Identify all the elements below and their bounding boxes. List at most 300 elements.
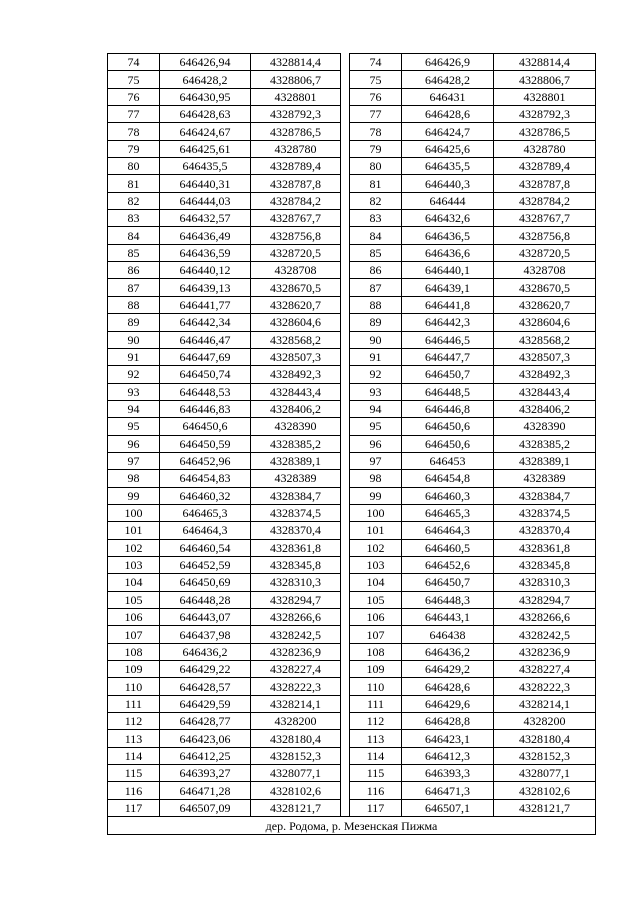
- right-point-number: 102: [350, 539, 402, 556]
- right-point-number: 75: [350, 71, 402, 88]
- column-separator: [341, 626, 350, 643]
- right-x-coordinate: 646393,3: [402, 765, 494, 782]
- left-x-coordinate: 646450,74: [160, 366, 251, 383]
- left-y-coordinate: 4328789,4: [251, 158, 341, 175]
- column-separator: [341, 609, 350, 626]
- column-separator: [341, 71, 350, 88]
- left-point-number: 85: [108, 244, 160, 261]
- left-y-coordinate: 4328370,4: [251, 522, 341, 539]
- left-y-coordinate: 4328389: [251, 470, 341, 487]
- table-row: [108, 418, 596, 435]
- right-y-coordinate: 4328406,2: [494, 400, 596, 417]
- left-y-coordinate: 4328361,8: [251, 539, 341, 556]
- right-x-coordinate: 646436,2: [402, 643, 494, 660]
- left-point-number: 95: [108, 418, 160, 435]
- left-y-coordinate: 4328814,4: [251, 54, 341, 71]
- left-x-coordinate: 646428,2: [160, 71, 251, 88]
- left-point-number: 83: [108, 210, 160, 227]
- right-y-coordinate: 4328152,3: [494, 747, 596, 764]
- column-separator: [341, 123, 350, 140]
- left-point-number: 110: [108, 678, 160, 695]
- table-row: [108, 192, 596, 209]
- right-y-coordinate: 4328389: [494, 470, 596, 487]
- table-row: [108, 383, 596, 400]
- table-row: [108, 400, 596, 417]
- left-point-number: 103: [108, 556, 160, 573]
- footer-row: [108, 817, 596, 835]
- right-x-coordinate: 646446,8: [402, 400, 494, 417]
- right-y-coordinate: 4328236,9: [494, 643, 596, 660]
- column-separator: [341, 435, 350, 452]
- right-x-coordinate: 646440,1: [402, 262, 494, 279]
- column-separator: [341, 504, 350, 521]
- table-row: [108, 227, 596, 244]
- left-x-coordinate: 646507,09: [160, 799, 251, 816]
- right-y-coordinate: 4328786,5: [494, 123, 596, 140]
- left-point-number: 106: [108, 609, 160, 626]
- column-separator: [341, 88, 350, 105]
- column-separator: [341, 799, 350, 816]
- left-y-coordinate: 4328102,6: [251, 782, 341, 799]
- column-separator: [341, 227, 350, 244]
- right-y-coordinate: 4328789,4: [494, 158, 596, 175]
- right-x-coordinate: 646423,1: [402, 730, 494, 747]
- column-separator: [341, 747, 350, 764]
- right-point-number: 79: [350, 140, 402, 157]
- left-y-coordinate: 4328604,6: [251, 314, 341, 331]
- right-point-number: 94: [350, 400, 402, 417]
- right-point-number: 91: [350, 348, 402, 365]
- right-point-number: 74: [350, 54, 402, 71]
- column-separator: [341, 400, 350, 417]
- left-point-number: 114: [108, 747, 160, 764]
- left-x-coordinate: 646460,32: [160, 487, 251, 504]
- left-x-coordinate: 646429,22: [160, 661, 251, 678]
- left-x-coordinate: 646428,57: [160, 678, 251, 695]
- table-row: [108, 175, 596, 192]
- left-x-coordinate: 646432,57: [160, 210, 251, 227]
- left-y-coordinate: 4328121,7: [251, 799, 341, 816]
- right-point-number: 96: [350, 435, 402, 452]
- column-separator: [341, 192, 350, 209]
- left-x-coordinate: 646423,06: [160, 730, 251, 747]
- right-x-coordinate: 646426,9: [402, 54, 494, 71]
- left-point-number: 74: [108, 54, 160, 71]
- right-x-coordinate: 646447,7: [402, 348, 494, 365]
- right-y-coordinate: 4328492,3: [494, 366, 596, 383]
- right-y-coordinate: 4328242,5: [494, 626, 596, 643]
- table-row: [108, 140, 596, 157]
- right-y-coordinate: 4328310,3: [494, 574, 596, 591]
- left-point-number: 82: [108, 192, 160, 209]
- right-y-coordinate: 4328266,6: [494, 609, 596, 626]
- column-separator: [341, 54, 350, 71]
- left-y-coordinate: 4328266,6: [251, 609, 341, 626]
- right-y-coordinate: 4328767,7: [494, 210, 596, 227]
- left-point-number: 116: [108, 782, 160, 799]
- table-row: [108, 678, 596, 695]
- table-row: [108, 314, 596, 331]
- right-y-coordinate: 4328814,4: [494, 54, 596, 71]
- left-x-coordinate: 646452,59: [160, 556, 251, 573]
- left-x-coordinate: 646460,54: [160, 539, 251, 556]
- right-y-coordinate: 4328385,2: [494, 435, 596, 452]
- left-x-coordinate: 646452,96: [160, 452, 251, 469]
- table-row: [108, 695, 596, 712]
- right-point-number: 104: [350, 574, 402, 591]
- right-point-number: 112: [350, 713, 402, 730]
- left-point-number: 99: [108, 487, 160, 504]
- left-x-coordinate: 646435,5: [160, 158, 251, 175]
- right-point-number: 86: [350, 262, 402, 279]
- left-y-coordinate: 4328507,3: [251, 348, 341, 365]
- left-y-coordinate: 4328310,3: [251, 574, 341, 591]
- right-x-coordinate: 646439,1: [402, 279, 494, 296]
- column-separator: [341, 522, 350, 539]
- table-row: [108, 504, 596, 521]
- left-point-number: 79: [108, 140, 160, 157]
- right-x-coordinate: 646429,6: [402, 695, 494, 712]
- table-row: [108, 574, 596, 591]
- left-x-coordinate: 646454,83: [160, 470, 251, 487]
- column-separator: [341, 366, 350, 383]
- right-point-number: 109: [350, 661, 402, 678]
- left-x-coordinate: 646440,31: [160, 175, 251, 192]
- left-point-number: 108: [108, 643, 160, 660]
- right-y-coordinate: 4328620,7: [494, 296, 596, 313]
- right-point-number: 105: [350, 591, 402, 608]
- table-row: [108, 591, 596, 608]
- right-x-coordinate: 646442,3: [402, 314, 494, 331]
- right-point-number: 78: [350, 123, 402, 140]
- left-y-coordinate: 4328806,7: [251, 71, 341, 88]
- right-y-coordinate: 4328180,4: [494, 730, 596, 747]
- left-point-number: 109: [108, 661, 160, 678]
- column-separator: [341, 487, 350, 504]
- table-row: [108, 782, 596, 799]
- right-x-coordinate: 646452,6: [402, 556, 494, 573]
- left-point-number: 81: [108, 175, 160, 192]
- right-point-number: 89: [350, 314, 402, 331]
- column-separator: [341, 643, 350, 660]
- left-x-coordinate: 646424,67: [160, 123, 251, 140]
- right-x-coordinate: 646454,8: [402, 470, 494, 487]
- table-row: [108, 765, 596, 782]
- right-x-coordinate: 646450,7: [402, 574, 494, 591]
- right-y-coordinate: 4328801: [494, 88, 596, 105]
- left-y-coordinate: 4328720,5: [251, 244, 341, 261]
- right-point-number: 83: [350, 210, 402, 227]
- left-y-coordinate: 4328374,5: [251, 504, 341, 521]
- coordinates-table-body: [108, 54, 596, 817]
- left-x-coordinate: 646450,69: [160, 574, 251, 591]
- column-separator: [341, 175, 350, 192]
- right-y-coordinate: 4328756,8: [494, 227, 596, 244]
- column-separator: [341, 591, 350, 608]
- table-row: [108, 713, 596, 730]
- left-y-coordinate: 4328786,5: [251, 123, 341, 140]
- right-x-coordinate: 646448,3: [402, 591, 494, 608]
- left-x-coordinate: 646471,28: [160, 782, 251, 799]
- table-row: [108, 435, 596, 452]
- left-x-coordinate: 646446,47: [160, 331, 251, 348]
- column-separator: [341, 348, 350, 365]
- left-x-coordinate: 646443,07: [160, 609, 251, 626]
- right-y-coordinate: 4328784,2: [494, 192, 596, 209]
- right-point-number: 110: [350, 678, 402, 695]
- right-x-coordinate: 646450,6: [402, 435, 494, 452]
- left-point-number: 117: [108, 799, 160, 816]
- left-y-coordinate: 4328620,7: [251, 296, 341, 313]
- left-point-number: 96: [108, 435, 160, 452]
- column-separator: [341, 262, 350, 279]
- right-y-coordinate: 4328568,2: [494, 331, 596, 348]
- column-separator: [341, 452, 350, 469]
- left-point-number: 112: [108, 713, 160, 730]
- table-row: [108, 71, 596, 88]
- right-point-number: 116: [350, 782, 402, 799]
- column-separator: [341, 418, 350, 435]
- right-x-coordinate: 646440,3: [402, 175, 494, 192]
- left-point-number: 89: [108, 314, 160, 331]
- right-point-number: 82: [350, 192, 402, 209]
- right-point-number: 80: [350, 158, 402, 175]
- left-y-coordinate: 4328801: [251, 88, 341, 105]
- right-x-coordinate: 646471,3: [402, 782, 494, 799]
- right-point-number: 103: [350, 556, 402, 573]
- left-point-number: 94: [108, 400, 160, 417]
- right-x-coordinate: 646412,3: [402, 747, 494, 764]
- right-x-coordinate: 646450,7: [402, 366, 494, 383]
- location-caption: дер. Родома, р. Мезенская Пижма: [108, 817, 596, 835]
- right-x-coordinate: 646443,1: [402, 609, 494, 626]
- left-point-number: 84: [108, 227, 160, 244]
- table-row: [108, 539, 596, 556]
- left-point-number: 78: [108, 123, 160, 140]
- right-point-number: 93: [350, 383, 402, 400]
- column-separator: [341, 539, 350, 556]
- table-row: [108, 262, 596, 279]
- column-separator: [341, 314, 350, 331]
- right-x-coordinate: 646424,7: [402, 123, 494, 140]
- right-y-coordinate: 4328121,7: [494, 799, 596, 816]
- left-x-coordinate: 646436,2: [160, 643, 251, 660]
- column-separator: [341, 279, 350, 296]
- left-y-coordinate: 4328787,8: [251, 175, 341, 192]
- left-x-coordinate: 646450,6: [160, 418, 251, 435]
- right-y-coordinate: 4328294,7: [494, 591, 596, 608]
- left-y-coordinate: 4328756,8: [251, 227, 341, 244]
- right-x-coordinate: 646450,6: [402, 418, 494, 435]
- column-separator: [341, 782, 350, 799]
- table-row: [108, 106, 596, 123]
- right-x-coordinate: 646453: [402, 452, 494, 469]
- left-x-coordinate: 646437,98: [160, 626, 251, 643]
- right-x-coordinate: 646460,5: [402, 539, 494, 556]
- right-y-coordinate: 4328806,7: [494, 71, 596, 88]
- left-x-coordinate: 646447,69: [160, 348, 251, 365]
- right-point-number: 100: [350, 504, 402, 521]
- left-x-coordinate: 646442,34: [160, 314, 251, 331]
- left-x-coordinate: 646465,3: [160, 504, 251, 521]
- column-separator: [341, 470, 350, 487]
- left-y-coordinate: 4328077,1: [251, 765, 341, 782]
- left-y-coordinate: 4328214,1: [251, 695, 341, 712]
- left-x-coordinate: 646436,49: [160, 227, 251, 244]
- right-point-number: 107: [350, 626, 402, 643]
- left-x-coordinate: 646425,61: [160, 140, 251, 157]
- left-y-coordinate: 4328200: [251, 713, 341, 730]
- right-y-coordinate: 4328214,1: [494, 695, 596, 712]
- table-row: [108, 348, 596, 365]
- table-row: [108, 661, 596, 678]
- left-x-coordinate: 646444,03: [160, 192, 251, 209]
- table-row: [108, 158, 596, 175]
- left-x-coordinate: 646428,63: [160, 106, 251, 123]
- right-point-number: 101: [350, 522, 402, 539]
- left-point-number: 76: [108, 88, 160, 105]
- left-x-coordinate: 646439,13: [160, 279, 251, 296]
- left-point-number: 77: [108, 106, 160, 123]
- left-x-coordinate: 646426,94: [160, 54, 251, 71]
- left-point-number: 98: [108, 470, 160, 487]
- right-x-coordinate: 646428,6: [402, 678, 494, 695]
- right-point-number: 111: [350, 695, 402, 712]
- left-point-number: 111: [108, 695, 160, 712]
- right-y-coordinate: 4328780: [494, 140, 596, 157]
- column-separator: [341, 158, 350, 175]
- left-y-coordinate: 4328389,1: [251, 452, 341, 469]
- right-point-number: 90: [350, 331, 402, 348]
- table-row: [108, 487, 596, 504]
- table-row: [108, 730, 596, 747]
- left-point-number: 88: [108, 296, 160, 313]
- left-x-coordinate: 646429,59: [160, 695, 251, 712]
- right-y-coordinate: 4328670,5: [494, 279, 596, 296]
- left-y-coordinate: 4328767,7: [251, 210, 341, 227]
- right-y-coordinate: 4328227,4: [494, 661, 596, 678]
- right-x-coordinate: 646448,5: [402, 383, 494, 400]
- left-y-coordinate: 4328390: [251, 418, 341, 435]
- left-x-coordinate: 646430,95: [160, 88, 251, 105]
- left-point-number: 113: [108, 730, 160, 747]
- right-x-coordinate: 646428,8: [402, 713, 494, 730]
- right-point-number: 98: [350, 470, 402, 487]
- right-point-number: 81: [350, 175, 402, 192]
- left-point-number: 100: [108, 504, 160, 521]
- right-y-coordinate: 4328370,4: [494, 522, 596, 539]
- table-row: [108, 799, 596, 816]
- right-x-coordinate: 646425,6: [402, 140, 494, 157]
- right-y-coordinate: 4328384,7: [494, 487, 596, 504]
- left-x-coordinate: 646448,53: [160, 383, 251, 400]
- left-x-coordinate: 646448,28: [160, 591, 251, 608]
- left-point-number: 97: [108, 452, 160, 469]
- right-point-number: 97: [350, 452, 402, 469]
- right-y-coordinate: 4328102,6: [494, 782, 596, 799]
- right-point-number: 99: [350, 487, 402, 504]
- left-x-coordinate: 646436,59: [160, 244, 251, 261]
- table-row: [108, 366, 596, 383]
- right-point-number: 77: [350, 106, 402, 123]
- column-separator: [341, 574, 350, 591]
- left-point-number: 75: [108, 71, 160, 88]
- left-y-coordinate: 4328294,7: [251, 591, 341, 608]
- right-y-coordinate: 4328604,6: [494, 314, 596, 331]
- right-y-coordinate: 4328708: [494, 262, 596, 279]
- left-y-coordinate: 4328384,7: [251, 487, 341, 504]
- right-point-number: 92: [350, 366, 402, 383]
- left-y-coordinate: 4328784,2: [251, 192, 341, 209]
- right-x-coordinate: 646436,6: [402, 244, 494, 261]
- right-point-number: 95: [350, 418, 402, 435]
- table-row: [108, 279, 596, 296]
- right-x-coordinate: 646444: [402, 192, 494, 209]
- left-point-number: 115: [108, 765, 160, 782]
- table-row: [108, 556, 596, 573]
- left-x-coordinate: 646441,77: [160, 296, 251, 313]
- right-point-number: 85: [350, 244, 402, 261]
- column-separator: [341, 296, 350, 313]
- right-y-coordinate: 4328792,3: [494, 106, 596, 123]
- left-y-coordinate: 4328792,3: [251, 106, 341, 123]
- right-point-number: 113: [350, 730, 402, 747]
- right-x-coordinate: 646435,5: [402, 158, 494, 175]
- right-x-coordinate: 646464,3: [402, 522, 494, 539]
- right-x-coordinate: 646429,2: [402, 661, 494, 678]
- right-point-number: 76: [350, 88, 402, 105]
- table-row: [108, 210, 596, 227]
- column-separator: [341, 140, 350, 157]
- right-point-number: 87: [350, 279, 402, 296]
- column-separator: [341, 106, 350, 123]
- left-point-number: 91: [108, 348, 160, 365]
- left-point-number: 101: [108, 522, 160, 539]
- right-y-coordinate: 4328443,4: [494, 383, 596, 400]
- right-x-coordinate: 646465,3: [402, 504, 494, 521]
- left-point-number: 107: [108, 626, 160, 643]
- right-point-number: 114: [350, 747, 402, 764]
- right-x-coordinate: 646431: [402, 88, 494, 105]
- column-separator: [341, 331, 350, 348]
- column-separator: [341, 730, 350, 747]
- right-y-coordinate: 4328787,8: [494, 175, 596, 192]
- right-x-coordinate: 646436,5: [402, 227, 494, 244]
- right-point-number: 117: [350, 799, 402, 816]
- left-x-coordinate: 646393,27: [160, 765, 251, 782]
- right-x-coordinate: 646438: [402, 626, 494, 643]
- table-row: [108, 522, 596, 539]
- column-separator: [341, 244, 350, 261]
- left-y-coordinate: 4328708: [251, 262, 341, 279]
- left-y-coordinate: 4328222,3: [251, 678, 341, 695]
- left-y-coordinate: 4328492,3: [251, 366, 341, 383]
- right-point-number: 84: [350, 227, 402, 244]
- left-point-number: 87: [108, 279, 160, 296]
- table-row: [108, 626, 596, 643]
- right-y-coordinate: 4328374,5: [494, 504, 596, 521]
- table-row: [108, 609, 596, 626]
- table-row: [108, 54, 596, 71]
- column-separator: [341, 210, 350, 227]
- table-row: [108, 747, 596, 764]
- left-y-coordinate: 4328385,2: [251, 435, 341, 452]
- right-y-coordinate: 4328200: [494, 713, 596, 730]
- left-y-coordinate: 4328180,4: [251, 730, 341, 747]
- left-y-coordinate: 4328568,2: [251, 331, 341, 348]
- left-point-number: 104: [108, 574, 160, 591]
- table-row: [108, 643, 596, 660]
